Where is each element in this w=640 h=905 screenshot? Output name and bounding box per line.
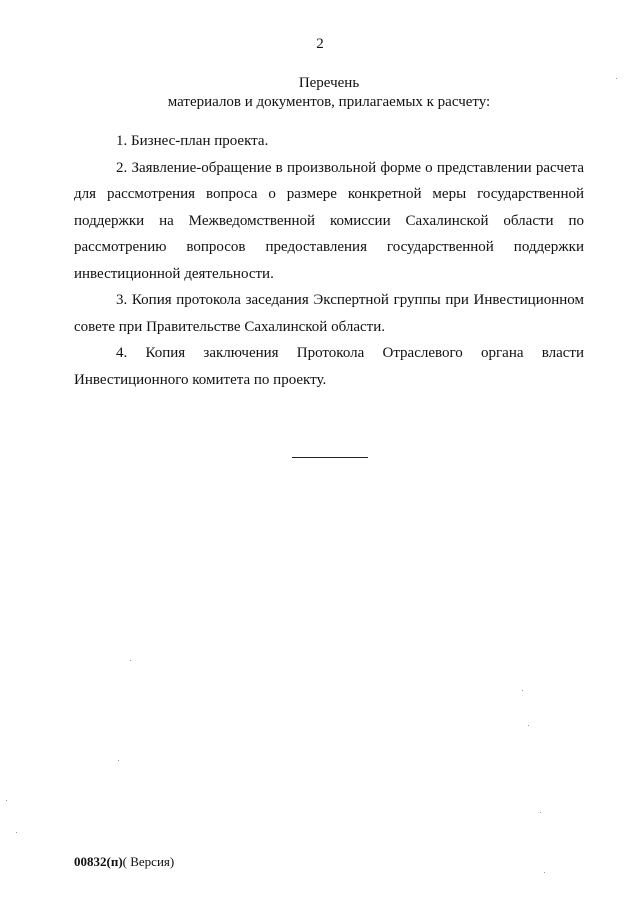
scan-speck xyxy=(616,78,617,79)
list-item: 3. Копия протокола заседания Экспертной группы при Инвестиционном совете при Правительстве Сахалинской области. xyxy=(74,292,584,335)
list-item: 2. Заявление-обращение в произвольной форме о представлении расчета для рассмотрения вопроса о размере конкретной меры государственной поддержки на Межведомственной комиссии Сахалинской области по рассмотрению вопросов предоставления государственной поддержки инвестиционной деятельности. xyxy=(74,159,584,282)
document-list xyxy=(74,128,584,393)
list-item: 4. Копия заключения Протокола Отраслевого органа власти Инвестиционного комитета по проекту. xyxy=(74,345,584,388)
document-title: Перечень xyxy=(298,75,360,91)
scan-speck xyxy=(540,812,541,813)
document-footer xyxy=(74,854,174,870)
document-subtitle: материалов и документов, прилагаемых к расчету: xyxy=(167,94,491,110)
scan-speck xyxy=(118,760,119,761)
document-code: 00832(п) xyxy=(74,854,123,869)
scan-speck xyxy=(522,690,523,691)
scan-speck xyxy=(544,872,545,873)
scan-speck xyxy=(130,660,131,661)
list-item: 1. Бизнес-план проекта. xyxy=(116,133,269,149)
end-divider xyxy=(292,457,368,458)
page-number: 2 xyxy=(316,36,324,52)
scan-speck xyxy=(16,832,17,833)
scan-speck xyxy=(528,725,529,726)
document-heading xyxy=(74,74,584,112)
scan-speck xyxy=(6,800,7,801)
document-version: ( Версия) xyxy=(122,854,175,869)
